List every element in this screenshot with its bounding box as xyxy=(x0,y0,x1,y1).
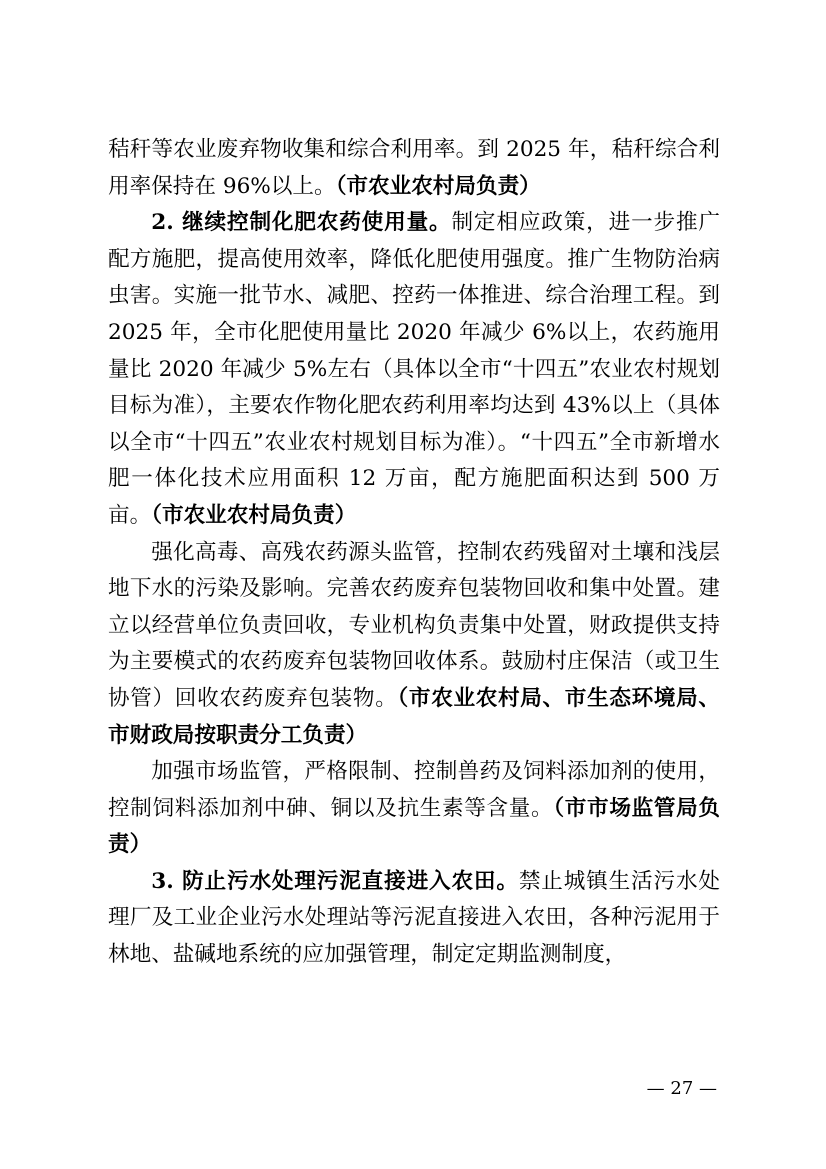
text-segment: 禁止城镇生活污水处理厂及工业企业污水处理站等污泥直接进入农田，各种污泥用于林地、盐碱地系统的应加强管理，制定定期监测制度， xyxy=(108,868,720,968)
paragraph xyxy=(108,535,720,755)
bold-text-segment: （市农业农村局、市生态环境局、市财政局按职责分工负责） xyxy=(108,685,720,748)
text-segment: 制定相应政策，进一步推广配方施肥，提高使用效率，降低化肥使用强度。推广生物防治病虫害。实施一批节水、减肥、控药一体推进、综合治理工程。到 2025 年，全市化肥使用量比 2020 年减少 6%以上，农药施用量比 2020 年减少 5%左右（具体以全市“十四五”农业农村规划目标为准），主要农作物化肥农药利用率均达到 43%以上（具体以全市“十四五”农业农村规划目标为准）。“十四五”全市新增水肥一体化技术应用面积 12 万亩，配方施肥面积达到 500 万亩。 xyxy=(108,210,720,528)
bold-text-segment: 3. 防止污水处理污泥直接进入农田。 xyxy=(151,868,519,894)
bold-text-segment: （市农业农村局负责） xyxy=(335,173,541,199)
bold-text-segment: （市市场监管局负责） xyxy=(108,795,720,858)
text-segment: 强化高毒、高残农药源头监管，控制农药残留对土壤和浅层地下水的污染及影响。完善农药废弃包装物回收和集中处置。建立以经营单位负责回收，专业机构负责集中处置，财政提供支持为主要模式的农药废弃包装物回收体系。鼓励村庄保洁（或卫生协管）回收农药废弃包装物。 xyxy=(108,539,720,711)
bold-text-segment: 2. 继续控制化肥农药使用量。 xyxy=(151,210,452,236)
text-segment: 秸秆等农业废弃物收集和综合利用率。到 2025 年，秸秆综合利用率保持在 96%以上。 xyxy=(108,137,720,199)
text-segment: 加强市场监管，严格限制、控制兽药及饲料添加剂的使用，控制饲料添加剂中砷、铜以及抗生素等含量。 xyxy=(108,759,720,821)
paragraph xyxy=(108,132,720,205)
paragraph xyxy=(108,864,720,974)
page-number: — 27 — xyxy=(646,1078,717,1099)
body-text xyxy=(108,132,720,974)
paragraph xyxy=(108,754,720,864)
bold-text-segment: （市农业农村局负责） xyxy=(151,502,357,528)
paragraph xyxy=(108,205,720,534)
